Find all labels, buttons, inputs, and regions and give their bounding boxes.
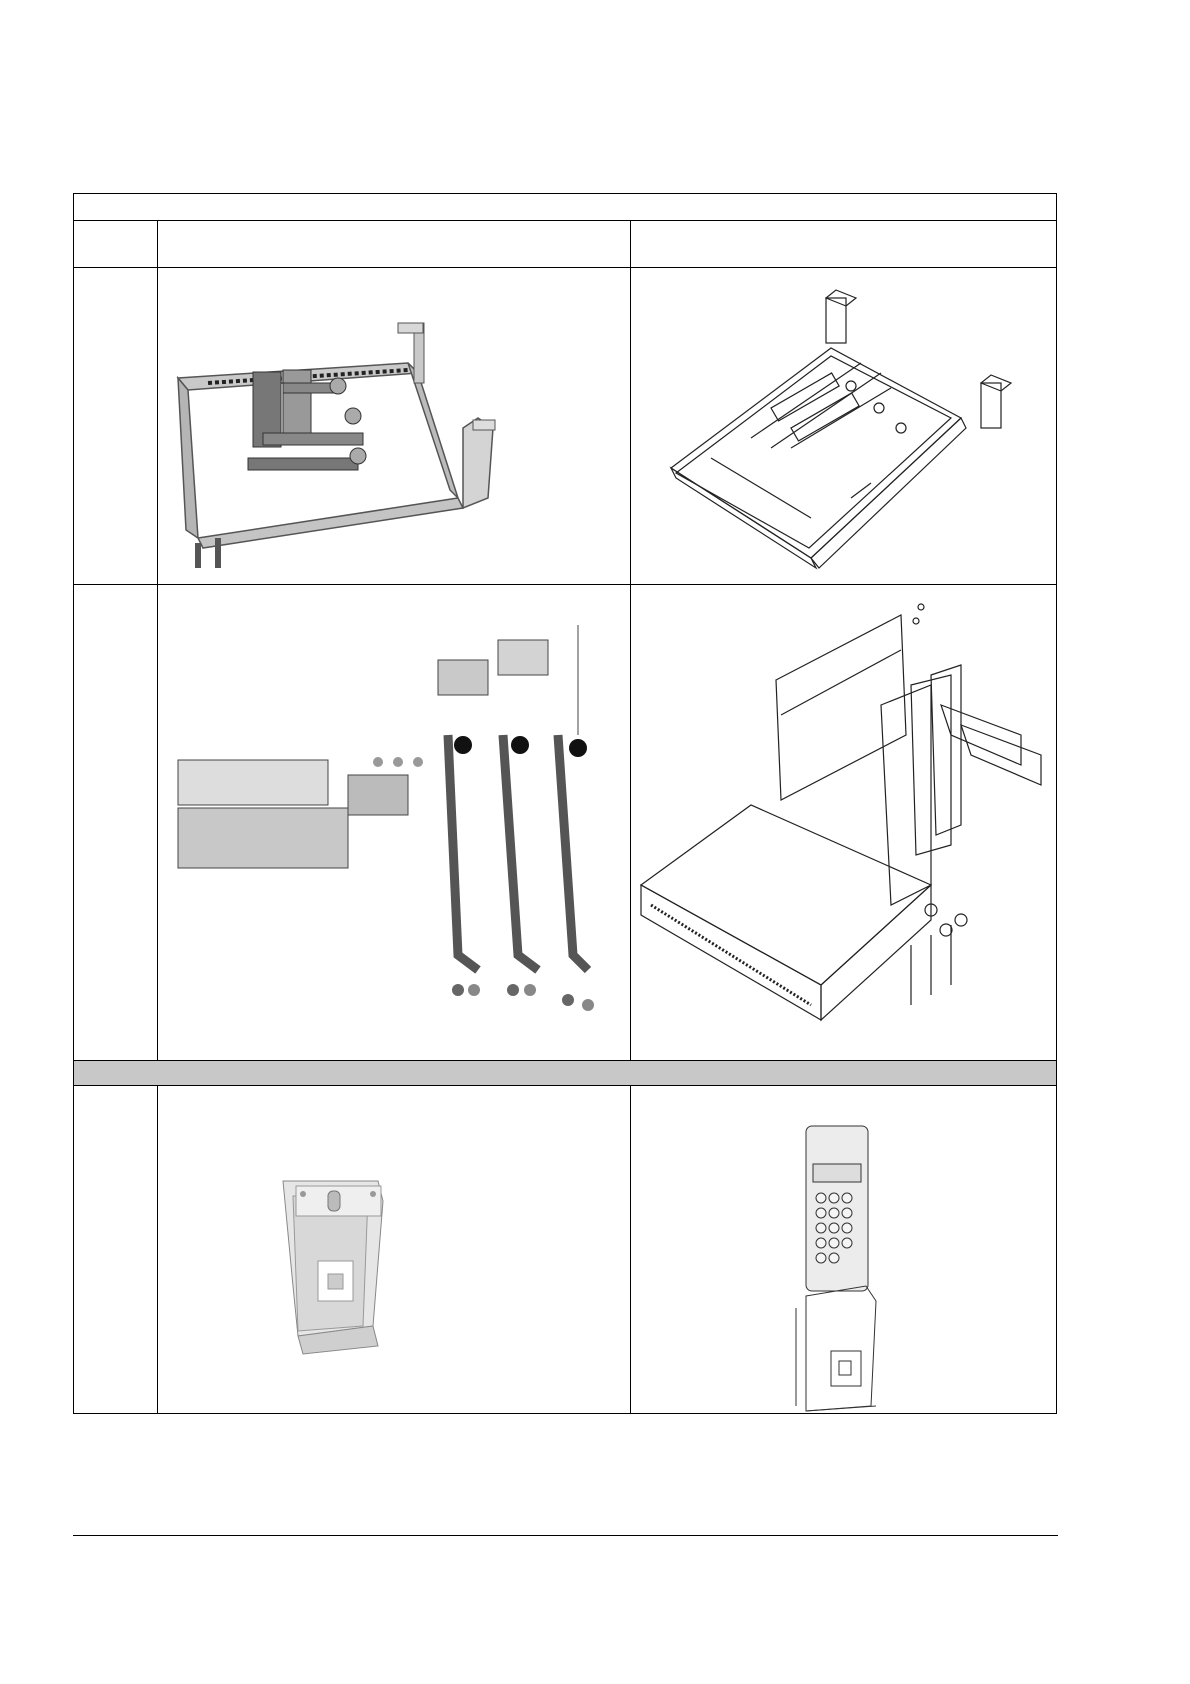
frame-assembly-drawing <box>631 268 1056 584</box>
table-border-right <box>1056 193 1057 1414</box>
table-border-top <box>73 193 1057 194</box>
busbar-kit-exploded-photo <box>158 585 630 1060</box>
table-border-bottom <box>73 1413 1057 1414</box>
control-panel-in-holder-drawing <box>631 1086 1056 1413</box>
section-band <box>74 1061 1056 1085</box>
panel-holder-bracket-photo <box>158 1086 630 1413</box>
footer-rule <box>73 1535 1058 1536</box>
row-divider <box>73 1060 1057 1061</box>
busbar-installation-drawing <box>631 585 1056 1060</box>
row-divider <box>73 220 1057 221</box>
frame-assembly-photo <box>158 268 630 584</box>
table-border-left <box>73 193 74 1414</box>
